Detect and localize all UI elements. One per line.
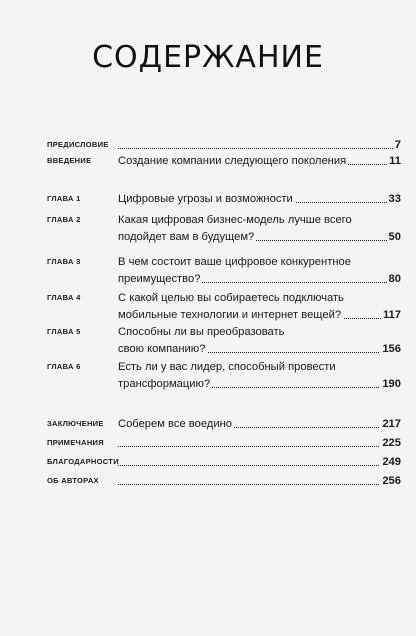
entry-line	[118, 190, 401, 208]
entry-title: Создание компании следующего поколения	[118, 152, 348, 170]
entry-title: Цифровые угрозы и возможности	[118, 190, 295, 208]
entry-line-2	[118, 375, 401, 393]
entry-line	[118, 453, 401, 471]
entry-label: ГЛАВА 4	[47, 293, 81, 302]
entry-line-1	[118, 253, 401, 271]
entry-label: ГЛАВА 3	[47, 257, 81, 266]
entry-page: 7	[393, 136, 401, 154]
entry-title-line-1: В чем состоит ваше цифровое конкурентное	[118, 253, 353, 271]
entry-label: БЛАГОДАРНОСТИ	[47, 457, 119, 466]
dot-leader	[118, 148, 401, 149]
entry-label: ГЛАВА 5	[47, 327, 81, 336]
entry-label: ГЛАВА 6	[47, 362, 81, 371]
entry-line-2	[118, 340, 401, 358]
entry-page: 256	[380, 472, 401, 490]
entry-title-line-1: С какой целью вы собираетесь подключать	[118, 289, 346, 307]
entry-page: 117	[381, 306, 401, 324]
dot-leader	[118, 484, 401, 485]
entry-page: 225	[380, 434, 401, 452]
entry-title-line-2: преимущество?	[118, 270, 202, 288]
entry-label: ОБ АВТОРАХ	[47, 476, 99, 485]
entry-title-line-2: свою компанию?	[118, 340, 207, 358]
entry-page: 50	[387, 228, 401, 246]
entry-line	[118, 152, 401, 170]
entry-page: 33	[387, 190, 401, 208]
entry-line	[118, 434, 401, 452]
entry-line-1	[118, 358, 401, 376]
entry-title: Соберем все воедино	[118, 415, 234, 433]
entry-line	[118, 415, 401, 433]
entry-label: ВВЕДЕНИЕ	[47, 156, 92, 165]
dot-leader	[118, 446, 401, 447]
entry-page: 11	[387, 152, 401, 170]
entry-title-line-1: Какая цифровая бизнес-модель лучше всего	[118, 211, 354, 229]
entry-label: ПРИМЕЧАНИЯ	[47, 438, 104, 447]
entry-title-line-2: мобильные технологии и интернет вещей?	[118, 306, 343, 324]
entry-line-1	[118, 323, 401, 341]
entry-page: 190	[380, 375, 401, 393]
entry-page: 156	[380, 340, 401, 358]
entry-label: ЗАКЛЮЧЕНИЕ	[47, 419, 104, 428]
entry-title-line-2: трансформацию?	[118, 375, 212, 393]
entry-line-2	[118, 270, 401, 288]
page-title: СОДЕРЖАНИЕ	[92, 40, 324, 75]
entry-line-2	[118, 306, 401, 324]
entry-line-1	[118, 211, 401, 229]
entry-line	[118, 472, 401, 490]
entry-label: ГЛАВА 2	[47, 215, 81, 224]
entry-label: ГЛАВА 1	[47, 194, 81, 203]
entry-page: 80	[387, 270, 401, 288]
entry-line-1	[118, 289, 401, 307]
entry-line-2	[118, 228, 401, 246]
entry-page: 217	[380, 415, 401, 433]
entry-title-line-1: Есть ли у вас лидер, способный провести	[118, 358, 338, 376]
dot-leader	[118, 465, 401, 466]
entry-title-line-2: подойдет вам в будущем?	[118, 228, 256, 246]
entry-page: 249	[380, 453, 401, 471]
entry-label: ПРЕДИСЛОВИЕ	[47, 140, 109, 149]
entry-title-line-1: Способны ли вы преобразовать	[118, 323, 286, 341]
